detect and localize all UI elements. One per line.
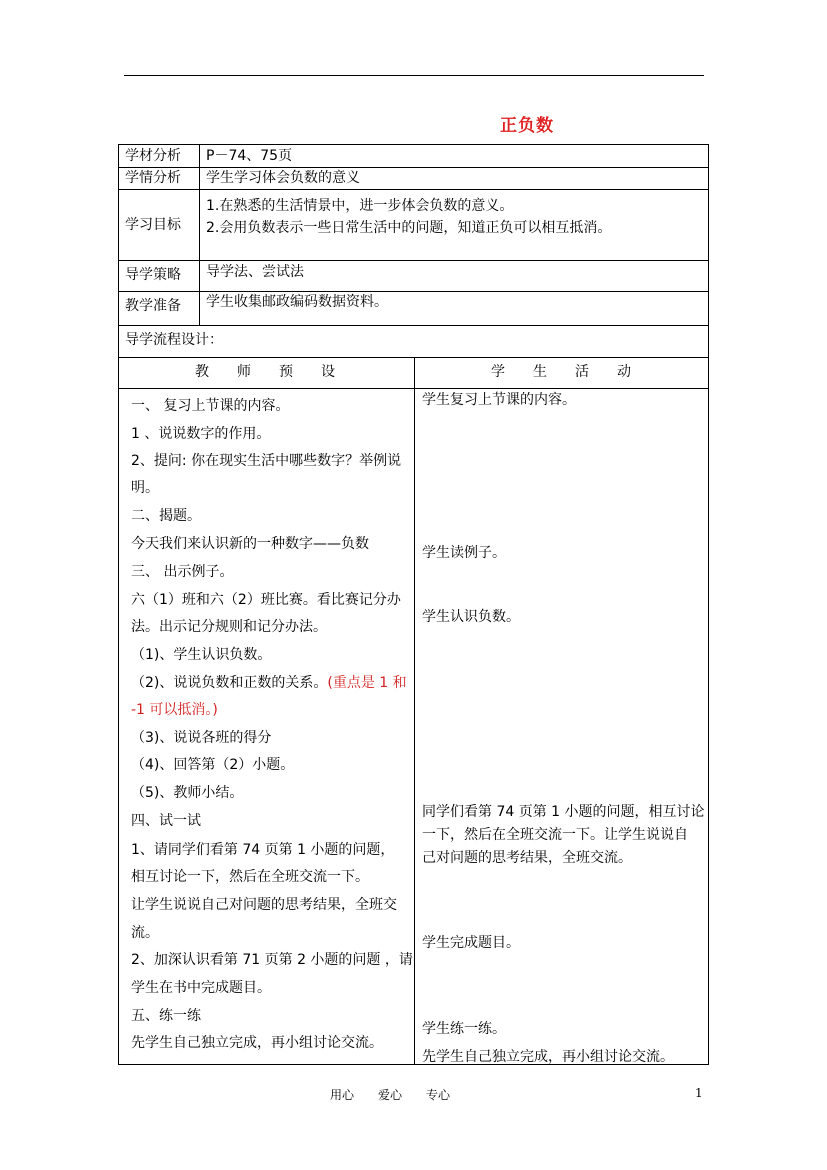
value-preparation: 学生收集邮政编码数据资料。 — [206, 294, 388, 310]
teacher-line: 今天我们来认识新的一种数字——负数 — [131, 536, 369, 552]
teacher-line: 一、 复习上节课的内容。 — [131, 398, 290, 414]
teacher-column-header: 教 师 预 设 — [195, 364, 335, 380]
teacher-line: 1 、说说数字的作用。 — [131, 426, 271, 442]
student-line: 学生读例子。 — [422, 545, 506, 561]
row-divider — [119, 325, 708, 326]
header-rule — [124, 75, 704, 76]
value-situation: 学生学习体会负数的意义 — [206, 170, 360, 186]
footer-motto: 用心 爱心 专心 — [330, 1088, 451, 1102]
value-material: P－74、75页 — [206, 148, 293, 164]
key-point-note-cont: -1 可以抵消。) — [131, 702, 218, 718]
page-title: 正负数 — [500, 116, 554, 136]
label-goals: 学习目标 — [125, 217, 181, 233]
student-line: 己对问题的思考结果，全班交流。 — [422, 850, 632, 866]
label-situation: 学情分析 — [125, 170, 181, 186]
student-line: 学生完成题目。 — [422, 935, 520, 951]
label-preparation: 教学准备 — [125, 298, 181, 314]
label-divider — [199, 145, 200, 325]
flow-title: 导学流程设计： — [125, 332, 223, 348]
student-line: 先学生自己独立完成，再小组讨论交流。 — [422, 1049, 674, 1065]
teacher-line: （5)、教师小结。 — [131, 785, 244, 801]
teacher-line — [131, 674, 407, 692]
row-divider — [119, 260, 708, 261]
teacher-line: 相互讨论一下，然后在全班交流一下。 — [131, 869, 369, 885]
page-number: 1 — [695, 1086, 703, 1100]
student-line: 一下，然后在全班交流一下。让学生说说自 — [422, 827, 688, 843]
teacher-line: 法。出示记分规则和记分办法。 — [131, 619, 327, 635]
row-divider — [119, 291, 708, 292]
teacher-line: 明。 — [131, 480, 159, 496]
label-strategy: 导学策略 — [125, 267, 181, 283]
student-line: 学生认识负数。 — [422, 609, 520, 625]
teacher-line: （3)、说说各班的得分 — [131, 730, 272, 746]
teacher-line: 流。 — [131, 925, 159, 941]
teacher-line: 2、加深认识看第 71 页第 2 小题的问题 ，请 — [131, 952, 413, 968]
lesson-table — [118, 144, 709, 1065]
teacher-line: 1、请同学们看第 74 页第 1 小题的问题， — [131, 842, 395, 858]
student-column-header: 学 生 活 动 — [491, 364, 631, 380]
teacher-line: 学生在书中完成题目。 — [131, 980, 271, 996]
teacher-line: 先学生自己独立完成，再小组讨论交流。 — [131, 1035, 383, 1051]
teacher-line: （4)、回答第（2）小题。 — [131, 757, 295, 773]
teacher-line: （1)、学生认识负数。 — [131, 647, 272, 663]
teacher-line: 二、揭题。 — [131, 508, 201, 524]
goal-line-2: 2.会用负数表示一些日常生活中的问题，知道正负可以相互抵消。 — [206, 220, 612, 236]
column-divider — [414, 357, 415, 1064]
goal-line-1: 1.在熟悉的生活情景中，进一步体会负数的意义。 — [206, 198, 514, 214]
row-divider — [119, 167, 708, 168]
teacher-line: 六（1）班和六（2）班比赛。看比赛记分办 — [131, 592, 401, 608]
label-material: 学材分析 — [125, 148, 181, 164]
teacher-line: 2、提问: 你在现实生活中哪些数字？举例说 — [131, 453, 402, 469]
teacher-line: 让学生说说自己对问题的思考结果，全班交 — [131, 897, 397, 913]
value-strategy: 导学法、尝试法 — [206, 264, 304, 280]
key-point-note: (重点是 1 和 — [327, 675, 407, 691]
teacher-line: 四、试一试 — [131, 813, 201, 829]
student-line: 学生复习上节课的内容。 — [422, 392, 576, 408]
teacher-line-text: （2)、说说负数和正数的关系。 — [131, 675, 328, 691]
teacher-line: 五、练一练 — [131, 1008, 201, 1024]
student-line: 同学们看第 74 页第 1 小题的问题，相互讨论 — [422, 804, 705, 820]
row-divider — [119, 189, 708, 190]
student-line: 学生练一练。 — [422, 1021, 506, 1037]
teacher-line: 三、 出示例子。 — [131, 564, 234, 580]
